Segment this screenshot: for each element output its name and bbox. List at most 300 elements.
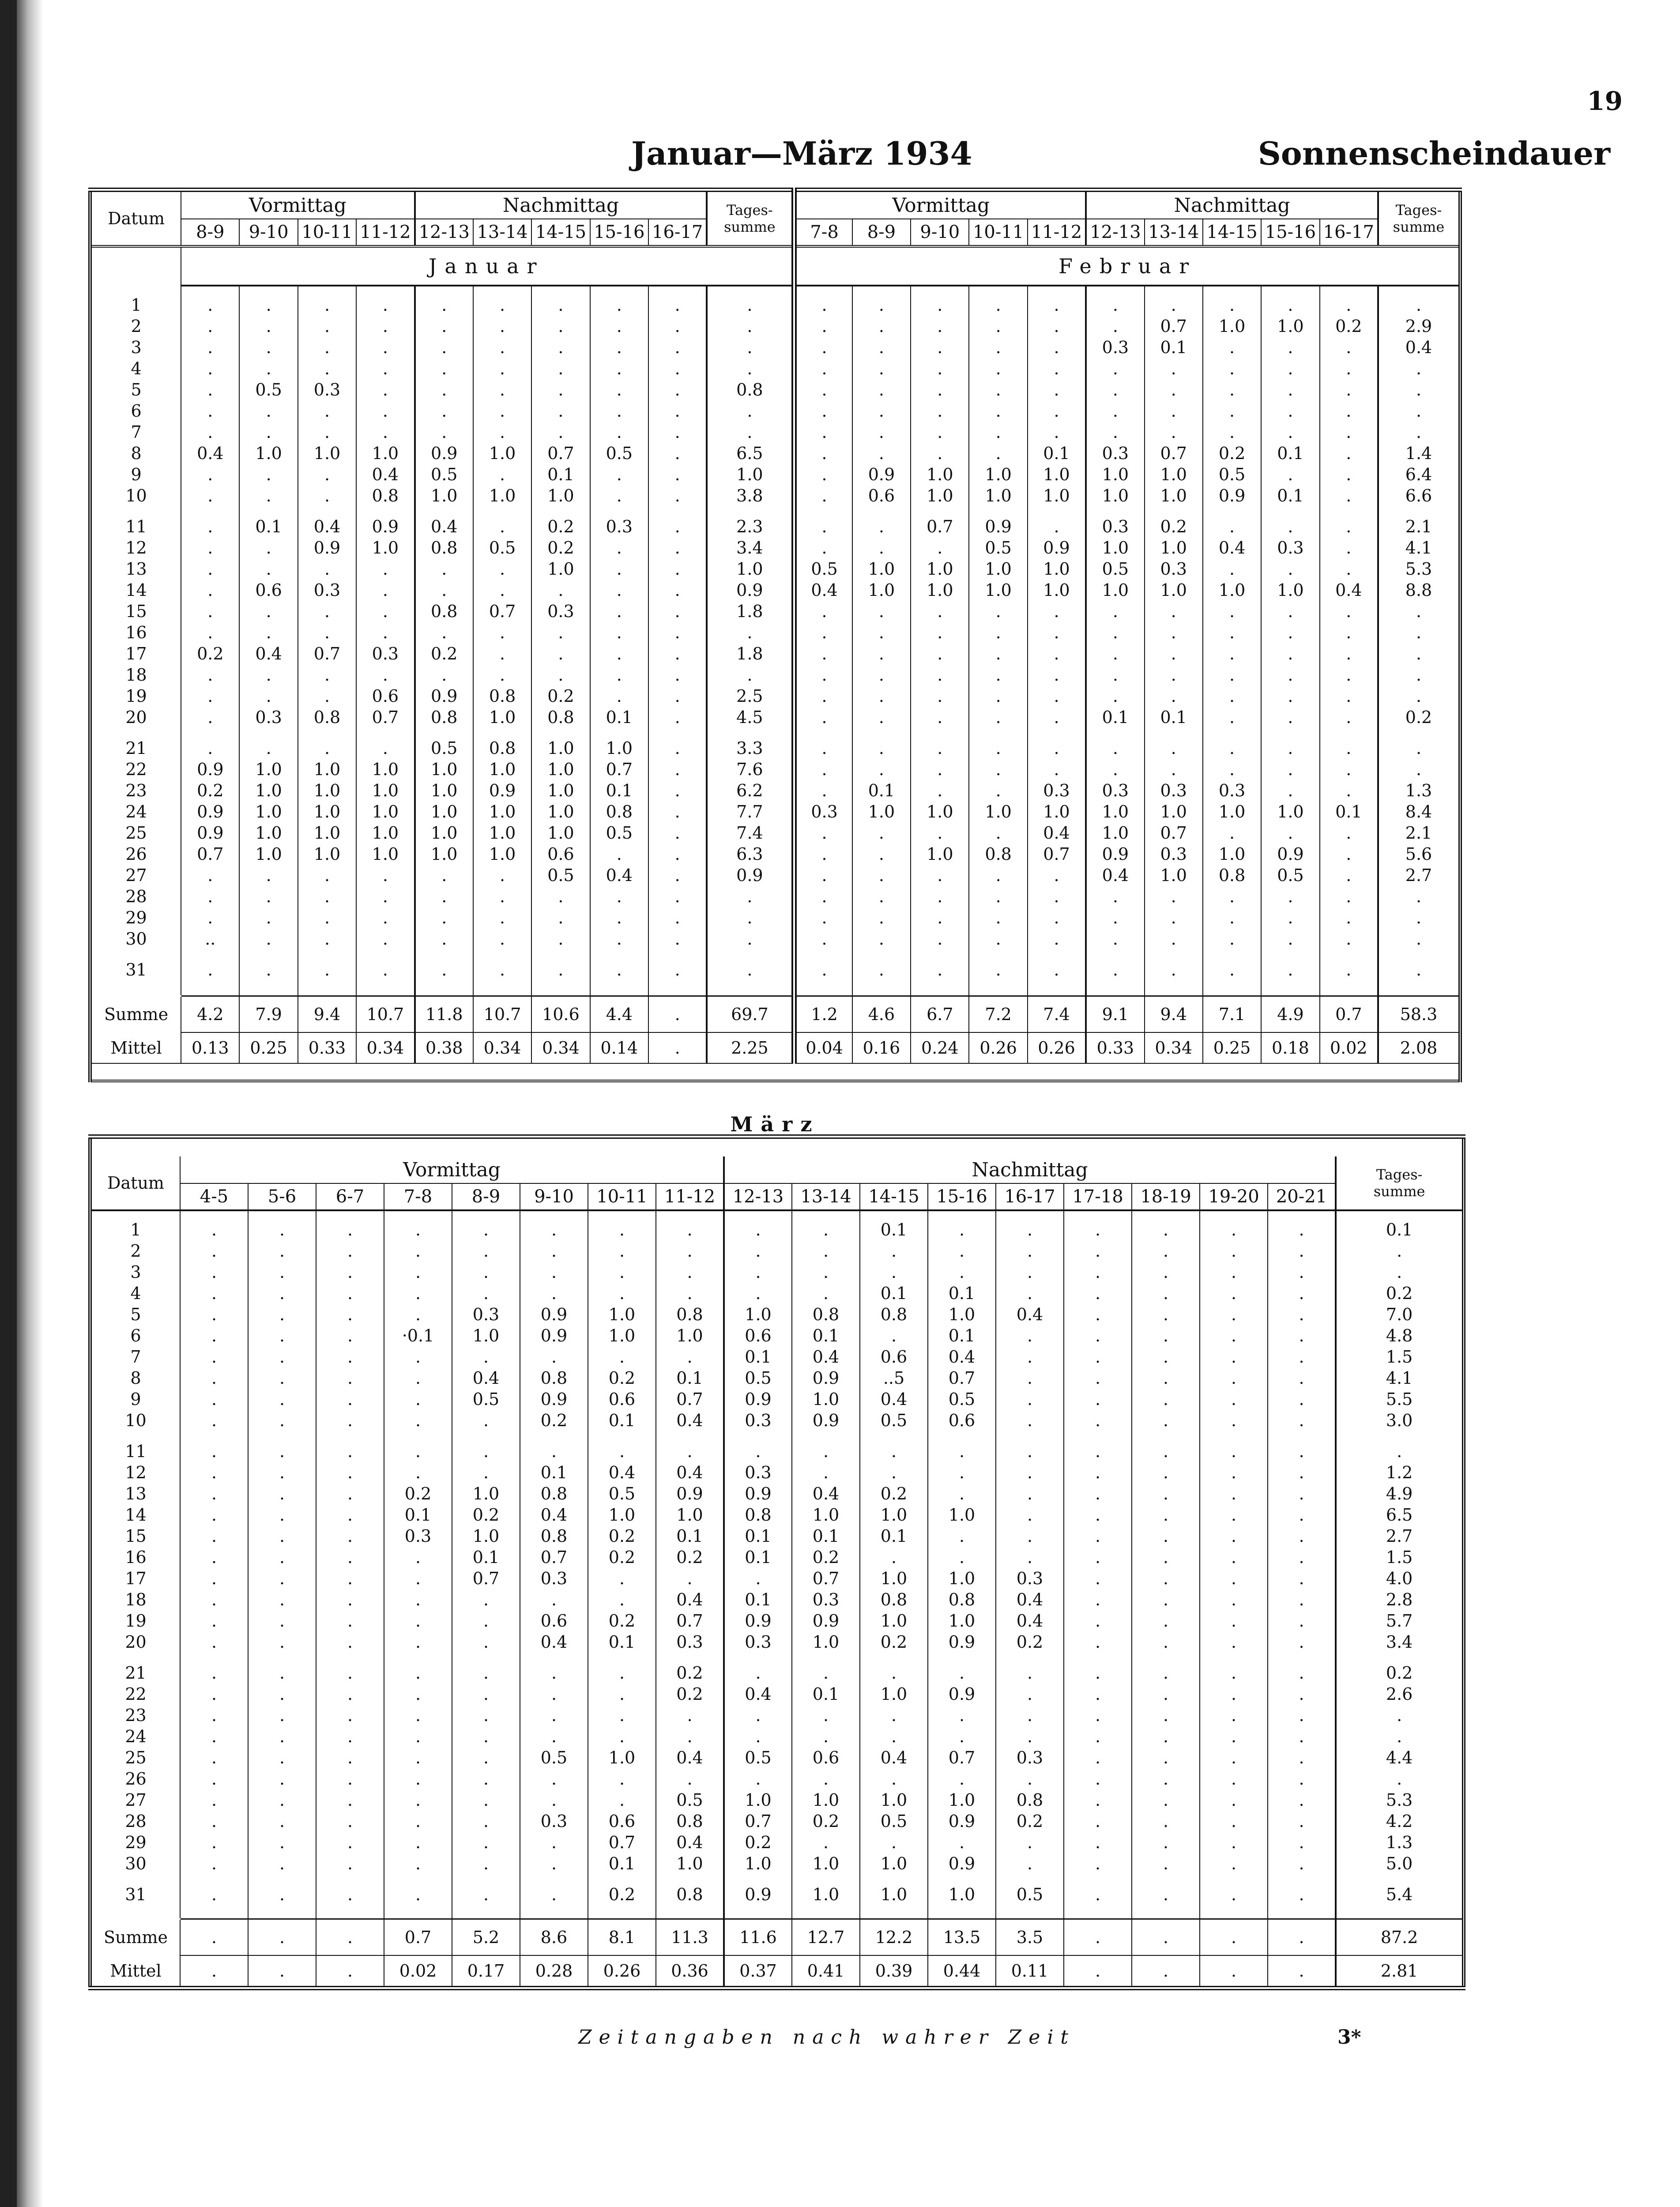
mean-cell: 0.13	[181, 1032, 239, 1063]
value-cell: 1.0	[588, 1304, 656, 1325]
value-cell: .	[1064, 1653, 1132, 1683]
mean-cell: 0.33	[1086, 1032, 1144, 1063]
table-row	[90, 822, 1460, 844]
value-cell: .	[298, 422, 356, 443]
value-cell: .	[316, 1568, 384, 1589]
value-cell: .	[1064, 1705, 1132, 1726]
value-cell: .	[1028, 294, 1086, 316]
value-cell: .	[1200, 1240, 1268, 1262]
value-cell: .	[1132, 1811, 1200, 1832]
value-cell: 5.7	[1336, 1610, 1464, 1631]
column-spacer	[928, 1210, 996, 1219]
value-cell: .	[298, 685, 356, 707]
table-row	[90, 1705, 1464, 1726]
sum-cell: 4.2	[181, 996, 239, 1033]
table-row	[90, 1483, 1464, 1504]
value-cell: 8.8	[1378, 580, 1460, 601]
value-cell: .	[1320, 558, 1378, 580]
value-cell: .	[969, 865, 1027, 886]
value-cell: 0.4	[656, 1462, 724, 1483]
value-cell: .	[1203, 949, 1261, 980]
date-cell: 16	[125, 1548, 147, 1567]
value-cell: .	[1064, 1683, 1132, 1705]
value-cell: .	[588, 1705, 656, 1726]
value-cell: .	[1132, 1389, 1200, 1410]
mean-cell: .	[180, 1955, 248, 1988]
value-cell: 0.1	[590, 780, 648, 801]
column-spacer	[1320, 286, 1378, 294]
value-cell: 0.9	[298, 537, 356, 558]
value-cell: .	[239, 728, 298, 759]
value-cell: 5.0	[1336, 1853, 1464, 1874]
column-spacer	[792, 1210, 860, 1219]
value-cell: 1.0	[239, 443, 298, 464]
column-spacer	[384, 1905, 452, 1919]
column-spacer	[588, 1905, 656, 1919]
value-cell: .	[648, 443, 707, 464]
value-cell: .	[415, 422, 473, 443]
value-cell: .	[1086, 400, 1144, 422]
value-cell: .	[590, 294, 648, 316]
value-cell: 0.9	[415, 685, 473, 707]
value-cell: .	[1200, 1789, 1268, 1811]
value-cell: .	[1064, 1304, 1132, 1325]
value-cell: 2.5	[707, 685, 794, 707]
value-cell: 0.9	[792, 1410, 860, 1431]
value-cell: .	[473, 886, 531, 907]
value-cell: .	[656, 1768, 724, 1789]
value-cell: .	[588, 1568, 656, 1589]
table-row	[90, 643, 1460, 664]
value-cell: 1.0	[792, 1631, 860, 1653]
value-cell: .	[792, 1768, 860, 1789]
value-cell: 0.3	[1261, 537, 1319, 558]
date-cell: 27	[125, 866, 147, 885]
value-cell: .	[473, 464, 531, 485]
date-cell: 30	[125, 929, 147, 949]
jan-hour-header: 16-17	[648, 219, 707, 246]
value-cell: .	[648, 316, 707, 337]
value-cell: .	[298, 949, 356, 980]
signature-mark: 3*	[1337, 2026, 1361, 2049]
mean-cell: 0.37	[724, 1955, 792, 1988]
value-cell: .	[724, 1726, 792, 1747]
table-row	[90, 949, 1460, 980]
value-cell: .	[1200, 1389, 1268, 1410]
value-cell: .	[180, 1240, 248, 1262]
value-cell: .	[928, 1705, 996, 1726]
table-row	[90, 1683, 1464, 1705]
value-cell: .	[1268, 1219, 1336, 1240]
value-cell: 1.0	[656, 1504, 724, 1525]
value-cell: 3.8	[707, 485, 794, 506]
value-cell: .	[356, 422, 414, 443]
value-cell: .	[1132, 1547, 1200, 1568]
value-cell: .	[794, 358, 852, 379]
table-row	[90, 801, 1460, 822]
value-cell: .	[1132, 1653, 1200, 1683]
value-cell: 0.9	[520, 1389, 588, 1410]
date-cell: 17	[125, 644, 147, 663]
value-cell: .	[248, 1726, 316, 1747]
value-cell: .	[794, 664, 852, 685]
value-cell: .	[473, 580, 531, 601]
value-cell: .	[794, 506, 852, 537]
value-cell: .	[316, 1483, 384, 1504]
value-cell: 1.0	[860, 1568, 928, 1589]
value-cell: 0.1	[239, 506, 298, 537]
value-cell: 1.0	[852, 801, 911, 822]
value-cell: 0.5	[415, 728, 473, 759]
value-cell: .	[588, 1789, 656, 1811]
value-cell: .	[590, 558, 648, 580]
value-cell: 0.4	[860, 1389, 928, 1410]
value-cell: 1.0	[1086, 580, 1144, 601]
value-cell: .	[180, 1504, 248, 1525]
value-cell: 1.0	[1145, 464, 1203, 485]
value-cell: 1.0	[969, 801, 1027, 822]
column-spacer	[1086, 980, 1144, 996]
value-cell: .	[1378, 601, 1460, 622]
value-cell: 0.4	[590, 865, 648, 886]
value-cell: .	[590, 400, 648, 422]
value-cell: .	[520, 1589, 588, 1610]
value-cell: 4.8	[1336, 1325, 1464, 1346]
value-cell: .	[794, 907, 852, 928]
value-cell: 0.3	[1145, 558, 1203, 580]
value-cell: .	[384, 1346, 452, 1367]
value-cell: .	[473, 379, 531, 400]
table-row	[90, 1789, 1464, 1811]
value-cell: 2.3	[707, 506, 794, 537]
value-cell: 0.9	[724, 1389, 792, 1410]
value-cell: .	[1028, 400, 1086, 422]
value-cell: 1.0	[473, 485, 531, 506]
sum-cell: 5.2	[452, 1919, 520, 1956]
value-cell: .	[384, 1683, 452, 1705]
value-cell: .	[239, 907, 298, 928]
value-cell: .	[1200, 1832, 1268, 1853]
value-cell: 0.2	[588, 1610, 656, 1631]
value-cell: 1.0	[852, 558, 911, 580]
value-cell: .	[180, 1262, 248, 1283]
value-cell: .	[239, 928, 298, 949]
table-row	[90, 580, 1460, 601]
value-cell: .	[1261, 949, 1319, 980]
value-cell: .	[316, 1874, 384, 1905]
sum-cell: .	[248, 1919, 316, 1956]
value-cell: .	[928, 1262, 996, 1283]
value-cell: .	[1064, 1568, 1132, 1589]
value-cell: .	[1028, 601, 1086, 622]
mar-hour-header: 6-7	[316, 1183, 384, 1210]
value-cell: 0.8	[707, 379, 794, 400]
value-cell: .	[648, 643, 707, 664]
value-cell: 0.1	[452, 1547, 520, 1568]
mean-cell: 0.04	[794, 1032, 852, 1063]
value-cell: 0.9	[928, 1631, 996, 1653]
value-cell: 0.2	[1336, 1653, 1464, 1683]
value-cell: .	[180, 1346, 248, 1367]
mean-cell: 0.26	[1028, 1032, 1086, 1063]
value-cell: .	[1086, 316, 1144, 337]
value-cell: 1.0	[239, 780, 298, 801]
value-cell: 1.0	[724, 1789, 792, 1811]
table-row	[90, 1768, 1464, 1789]
value-cell: .	[1086, 886, 1144, 907]
value-cell: .	[969, 759, 1027, 780]
column-spacer	[520, 1210, 588, 1219]
column-spacer	[473, 980, 531, 996]
value-cell: .	[384, 1811, 452, 1832]
value-cell: .	[656, 1240, 724, 1262]
value-cell: .	[384, 1768, 452, 1789]
jan-hour-header: 12-13	[415, 219, 473, 246]
value-cell: 0.1	[1336, 1219, 1464, 1240]
value-cell: 1.0	[531, 759, 590, 780]
value-cell: 0.8	[860, 1304, 928, 1325]
value-cell: .	[911, 337, 969, 358]
value-cell: .	[969, 886, 1027, 907]
value-cell: .	[531, 337, 590, 358]
value-cell: 1.0	[1261, 316, 1319, 337]
value-cell: .	[415, 316, 473, 337]
column-spacer	[239, 980, 298, 996]
column-spacer	[794, 286, 852, 294]
value-cell: .	[724, 1262, 792, 1283]
value-cell: .	[852, 907, 911, 928]
value-cell: .	[384, 1832, 452, 1853]
value-cell: 0.7	[298, 643, 356, 664]
value-cell: 0.4	[656, 1832, 724, 1853]
value-cell: 0.6	[239, 580, 298, 601]
table-row	[90, 485, 1460, 506]
value-cell: .	[415, 379, 473, 400]
date-cell: 19	[125, 1611, 147, 1631]
value-cell: 2.8	[1336, 1589, 1464, 1610]
value-cell: .	[996, 1346, 1064, 1367]
mean-cell: .	[1268, 1955, 1336, 1988]
value-cell: 0.4	[588, 1462, 656, 1483]
value-cell: .	[384, 1589, 452, 1610]
mar-hour-header: 16-17	[996, 1183, 1064, 1210]
value-cell: .	[415, 558, 473, 580]
value-cell: .	[1203, 759, 1261, 780]
value-cell: .	[248, 1431, 316, 1462]
table-row	[90, 422, 1460, 443]
value-cell: .	[316, 1262, 384, 1283]
column-spacer	[248, 1905, 316, 1919]
sum-cell: 7.1	[1203, 996, 1261, 1033]
value-cell: 0.7	[792, 1568, 860, 1589]
value-cell: .	[1336, 1431, 1464, 1462]
table-row	[90, 1389, 1464, 1410]
value-cell: .	[1378, 664, 1460, 685]
value-cell: 1.0	[792, 1789, 860, 1811]
value-cell: .	[473, 337, 531, 358]
value-cell: 0.3	[1203, 780, 1261, 801]
value-cell: .	[1200, 1410, 1268, 1431]
column-spacer	[415, 980, 473, 996]
value-cell: 0.8	[928, 1589, 996, 1610]
value-cell: 0.2	[996, 1631, 1064, 1653]
sum-cell: 12.2	[860, 1919, 928, 1956]
value-cell: .	[298, 865, 356, 886]
value-cell: .	[1028, 379, 1086, 400]
value-cell: .	[852, 949, 911, 980]
value-cell: .	[911, 643, 969, 664]
value-cell: .	[452, 1705, 520, 1726]
date-cell: 4	[130, 1284, 141, 1303]
value-cell: .	[1132, 1568, 1200, 1589]
value-cell: 0.5	[1261, 865, 1319, 886]
value-cell: 0.9	[656, 1483, 724, 1504]
value-cell: .	[1261, 822, 1319, 844]
value-cell: .	[520, 1346, 588, 1367]
date-cell: 6	[131, 401, 142, 421]
value-cell: .	[1203, 728, 1261, 759]
value-cell: .	[384, 1219, 452, 1240]
value-cell: 0.2	[588, 1525, 656, 1547]
value-cell: .	[648, 537, 707, 558]
value-cell: .	[648, 664, 707, 685]
value-cell: 6.2	[707, 780, 794, 801]
value-cell: .	[316, 1853, 384, 1874]
value-cell: 0.3	[239, 707, 298, 728]
value-cell: 5.6	[1378, 844, 1460, 865]
value-cell: 0.8	[656, 1874, 724, 1905]
value-cell: .	[520, 1240, 588, 1262]
value-cell: .	[1203, 822, 1261, 844]
date-cell: 13	[125, 1484, 147, 1503]
value-cell: .	[1200, 1811, 1268, 1832]
value-cell: .	[531, 400, 590, 422]
value-cell: .	[1200, 1631, 1268, 1653]
value-cell: 1.0	[1261, 801, 1319, 822]
value-cell: .	[794, 537, 852, 558]
value-cell: 1.3	[1336, 1832, 1464, 1853]
summe-label: Summe	[104, 1005, 169, 1024]
value-cell: .	[928, 1547, 996, 1568]
value-cell: 0.4	[724, 1683, 792, 1705]
value-cell: 0.1	[588, 1410, 656, 1431]
value-cell: .	[1064, 1367, 1132, 1389]
feb-hour-header: 7-8	[794, 219, 852, 246]
mar-hour-header: 7-8	[384, 1183, 452, 1210]
value-cell: .	[911, 422, 969, 443]
value-cell: .	[1268, 1504, 1336, 1525]
value-cell: .	[1378, 422, 1460, 443]
scan-binding-edge	[0, 0, 17, 2207]
value-cell: .	[180, 1547, 248, 1568]
value-cell: .	[384, 1262, 452, 1283]
value-cell: .	[792, 1705, 860, 1726]
mar-hour-header: 10-11	[588, 1183, 656, 1210]
value-cell: .	[852, 622, 911, 643]
date-cell: 2	[131, 316, 142, 336]
value-cell: 0.3	[531, 601, 590, 622]
value-cell: 0.1	[384, 1504, 452, 1525]
value-cell: .	[707, 422, 794, 443]
value-cell: .	[1200, 1768, 1268, 1789]
value-cell: .	[1200, 1504, 1268, 1525]
date-cell: 25	[125, 1748, 147, 1767]
feb-hour-header: 13-14	[1145, 219, 1203, 246]
column-spacer	[1261, 286, 1319, 294]
value-cell: .	[1268, 1525, 1336, 1547]
column-spacer	[384, 1210, 452, 1219]
value-cell: .	[1320, 537, 1378, 558]
column-spacer	[531, 286, 590, 294]
date-cell: 19	[125, 686, 147, 706]
value-cell: .	[1320, 707, 1378, 728]
value-cell: .	[860, 1726, 928, 1747]
column-spacer	[656, 1905, 724, 1919]
column-spacer	[860, 1905, 928, 1919]
value-cell: .	[180, 1219, 248, 1240]
value-cell: 5.3	[1378, 558, 1460, 580]
value-cell: .	[969, 443, 1027, 464]
value-cell: 1.0	[415, 759, 473, 780]
value-cell: .	[384, 1547, 452, 1568]
value-cell: .	[794, 294, 852, 316]
date-cell: 30	[125, 1854, 147, 1873]
column-spacer	[90, 980, 181, 996]
value-cell: .	[452, 1832, 520, 1853]
value-cell: .	[1132, 1431, 1200, 1462]
value-cell: .	[911, 358, 969, 379]
summe-row	[90, 1919, 1464, 1956]
sum-cell: .	[648, 996, 707, 1033]
value-cell: .	[1200, 1547, 1268, 1568]
value-cell: 0.2	[181, 643, 239, 664]
value-cell: 1.0	[707, 464, 794, 485]
value-cell: .	[473, 664, 531, 685]
value-cell: .	[648, 844, 707, 865]
column-spacer	[452, 1210, 520, 1219]
value-cell: .	[590, 601, 648, 622]
value-cell: .	[181, 506, 239, 537]
value-cell: .	[1203, 422, 1261, 443]
value-cell: .	[316, 1547, 384, 1568]
value-cell: 0.7	[181, 844, 239, 865]
value-cell: 0.1	[1261, 485, 1319, 506]
page-title: Januar—März 1934	[631, 135, 972, 172]
value-cell: 0.2	[860, 1631, 928, 1653]
value-cell: .	[590, 464, 648, 485]
value-cell: .	[1261, 506, 1319, 537]
value-cell: .	[648, 506, 707, 537]
value-cell: 0.9	[852, 464, 911, 485]
value-cell: .	[248, 1346, 316, 1367]
date-cell: 23	[125, 1706, 147, 1725]
value-cell: 1.0	[1203, 801, 1261, 822]
value-cell: .	[1268, 1683, 1336, 1705]
value-cell: .	[648, 865, 707, 886]
value-cell: .	[316, 1219, 384, 1240]
column-spacer	[298, 286, 356, 294]
value-cell: .	[1064, 1631, 1132, 1653]
value-cell: .	[794, 379, 852, 400]
value-cell: 1.0	[531, 485, 590, 506]
value-cell: .	[1261, 907, 1319, 928]
month-label-januar: Januar	[181, 246, 794, 286]
value-cell: 1.0	[1145, 801, 1203, 822]
value-cell: .	[1028, 643, 1086, 664]
date-cell: 8	[131, 444, 142, 463]
value-cell: .	[860, 1262, 928, 1283]
value-cell: .	[1203, 928, 1261, 949]
